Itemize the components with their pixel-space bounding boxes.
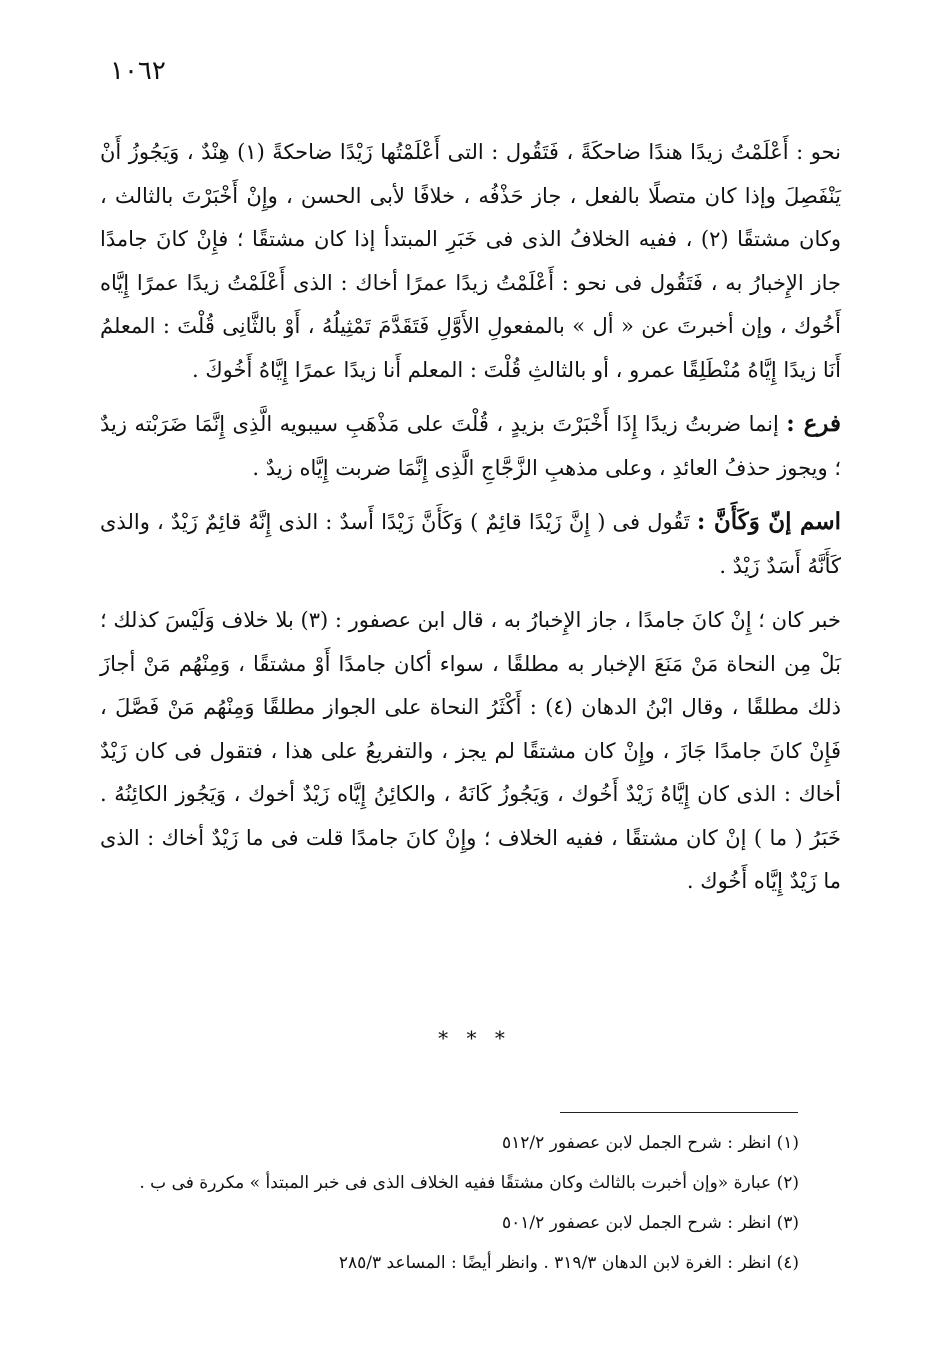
paragraph-4-text: خبر كان ؛ إِنْ كانَ جامدًا ، جاز الإِخبارُ به ، قال ابن عصفور : (٣) بلا خلاف وَلَيْسَ كذلك ؛ بَلْ مِن النحاة مَنْ مَنَعَ الإخبار به مطلقًا ، سواء أكان جامدًا أَوْ مشتقًا ، وَمِنْهُم مَنْ أجازَ ذلك مطلقًا ، وقال ابْنُ الدهان (٤) : أَكْثَرُ النحاة على الجواز مطلقًا وَمِنْهُم مَنْ فَصَّلَ ، فَإِنْ كانَ جامدًا جَازَ ، وإِنْ كان مشتقًا لم يجز ، والتفريعُ على هذا ، فتقول فى كان زَيْدٌ أخاك : الذى كان إِيَّاهُ زَيْدٌ أَخُوك ، وَيَجُوزُ كَانَهُ ، والكائِنُ إِيَّاه زَيْدٌ أخوك ، وَيَجُوز الكائِنُهُ . خَبَرُ ( ما ) إنْ كان مشتقًا ، ففيه الخلاف ؛ وإِنْ كانَ جامدًا قلت فى ما زَيْدٌ أخاك : الذى ما زَيْدٌ إِيَّاه أَخُوك . <box>100 608 841 893</box>
paragraph-2-text: إنما ضربتُ زيدًا إِذَا أَخْبَرْتَ بزيدٍ ، قُلْتَ على مَذْهَبِ سيبويه الَّذِى إِنَّمَا ضَرَبْته زيدٌ ؛ ويجوز حذفُ العائدِ ، وعلى مذهبِ الزَّجَّاجِ الَّذِى إِنَّمَا ضربت إِيَّاه زيدٌ . <box>100 412 841 480</box>
footnote-3: (٣) انظر : شرح الجمل لابن عصفور ٥٠١/٢ <box>501 1213 799 1233</box>
main-text <box>100 130 841 914</box>
paragraph-1 <box>100 130 841 392</box>
paragraph-2 <box>100 402 841 490</box>
footnote-rule <box>560 1112 798 1113</box>
paragraph-3-lead: اسم إنّ وَكَأَنَّ : <box>696 508 842 535</box>
paragraph-3 <box>100 500 841 588</box>
paragraph-2-lead: فرع : <box>786 410 841 437</box>
footnotes <box>100 1123 799 1283</box>
page-number: ١٠٦٢ <box>110 56 166 86</box>
paragraph-1-text: نحو : أَعْلَمْتُ زيدًا هندًا ضاحكَةً ، فَتَقُول : التى أَعْلَمْتُها زَيْدًا ضاحكةً (١) هِنْدٌ ، وَيَجُوزُ أَنْ يَنْفَصِلَ وإذا كان متصلًا بالفعل ، جاز حَذْفُه ، خلافًا لأبى الحسن ، وإِنْ أَخْبَرْتَ بالثالث ، وكان مشتقًا (٢) ، ففيه الخلافُ الذى فى خَبَرِ المبتدأ إذا كان مشتقًا ؛ فإِنْ كانَ جامدًا جاز الإِخبارُ به ، فَتَقُول فى نحو : أَعْلَمْتُ زيدًا عمرًا أخاك : الذى أَعْلَمْتُ زيدًا عمرًا إِيَّاه أَخُوك ، وإن أخبرتَ عن « أل » بالمفعولِ الأَوَّلِ فَتَقَدَّمَ تَمْثِيلُهُ ، أَوْ بالثَّانِى قُلْتَ : المعلمُ أَنَا زيدًا إِيَّاهُ مُنْطَلِقًا عمرو ، أو بالثالثِ قُلْتَ : المعلم أَنا زيدًا عمرًا إِيَّاهُ أَخُوكَ . <box>100 140 841 382</box>
footnote-4: (٤) انظر : الغرة لابن الدهان ٣١٩/٣ . وانظر أيضًا : المساعد ٢٨٥/٣ <box>338 1253 799 1273</box>
paragraph-4 <box>100 598 841 904</box>
footnote-1: (١) انظر : شرح الجمل لابن عصفور ٥١٢/٢ <box>501 1133 799 1153</box>
section-separator: * * * <box>438 1026 511 1050</box>
footnote-2: (٢) عبارة «وإن أخبرت بالثالث وكان مشتقًا ففيه الخلاف الذى فى خبر المبتدأ » مكررة فى ب . <box>139 1173 799 1193</box>
paragraph-3-text: تَقُول فى ( إِنَّ زَيْدًا قائِمٌ ) وَكَأَنَّ زَيْدًا أَسدٌ : الذى إِنَّهُ قائِمٌ زَيْدٌ ، والذى كَأَنَّهُ أَسَدٌ زَيْدٌ . <box>100 510 841 578</box>
